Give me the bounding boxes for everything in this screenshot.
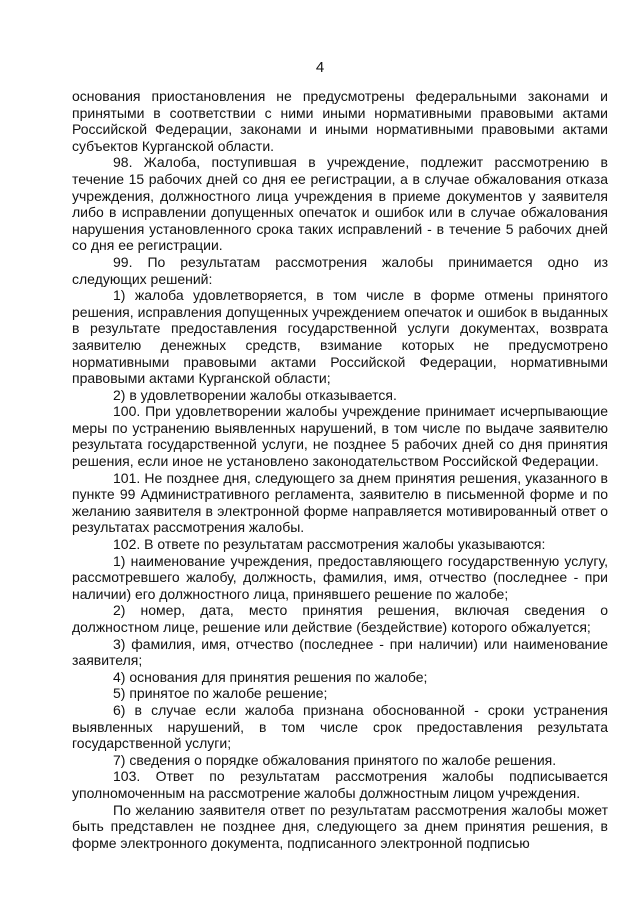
paragraph-101: 101. Не позднее дня, следующего за днем принятия решения, указанного в пункте 99 Административного регламента, заявителю в письменной форме и по желанию заявителя в электронной форме направляется мотивированный ответ о результатах рассмотрения жалобы. (72, 469, 608, 536)
paragraph-99-item-1: 1) жалоба удовлетворяется, в том числе в форме отмены принятого решения, исправления допущенных учреждением опечаток и ошибок в выданных в результате предоставления государственной услуги документах, возврата заявителю денежных средств, взимание которых не предусмотрено нормативными правовыми актами Российской Федерации, нормативными правовыми актами Курганской области; (72, 287, 608, 387)
page-number: 4 (315, 59, 325, 76)
paragraph-103: 103. Ответ по результатам рассмотрения жалобы подписывается уполномоченным на рассмотрение жалобы должностным лицом учреждения. (72, 768, 608, 801)
paragraph-102-item-3: 3) фамилия, имя, отчество (последнее - при наличии) или наименование заявителя; (72, 635, 608, 669)
paragraph-continuation: основания приостановления не предусмотрены федеральными законами и принятыми в соответствии с ними иными нормативными правовыми актами Российской Федерации, законами и иными нормативными правовыми актами субъектов Курганской области. (72, 88, 608, 154)
paragraph-99-item-2: 2) в удовлетворении жалобы отказывается. (113, 386, 397, 403)
paragraph-100: 100. При удовлетворении жалобы учреждение принимает исчерпывающие меры по устранению выявленных нарушений, в том числе по выдаче заявителю результата государственной услуги, не позднее 5 рабочих дней со дня принятия решения, если иное не установлено законодательством Российской Федерации. (72, 403, 608, 470)
paragraph-102-item-2: 2) номер, дата, место принятия решения, включая сведения о должностном лице, решение или действие (бездействие) которого обжалуется; (72, 602, 608, 635)
paragraph-102-item-1: 1) наименование учреждения, предоставляющего государственную услугу, рассмотревшего жалобу, должность, фамилия, имя, отчество (последнее - при наличии) его должностного лица, принявшего решение по жалобе; (72, 552, 608, 602)
paragraph-102-item-7: 7) сведения о порядке обжалования принятого по жалобе решения. (113, 751, 557, 768)
paragraph-102-item-6: 6) в случае если жалоба признана обоснованной - сроки устранения выявленных нарушений, в том числе срок предоставления результата государственной услуги; (72, 701, 608, 752)
document-body (72, 88, 608, 851)
paragraph-102: 102. В ответе по результатам рассмотрения жалобы указываются: (113, 536, 546, 553)
paragraph-102-item-5: 5) принятое по жалобе решение; (113, 685, 328, 702)
paragraph-98: 98. Жалоба, поступившая в учреждение, подлежит рассмотрению в течение 15 рабочих дней со дня ее регистрации, а в случае обжалования отказа учреждения, должностного лица учреждения в приеме документов у заявителя либо в исправлении допущенных опечаток и ошибок или в случае обжалования нарушения установленного срока таких исправлений - в течение 5 рабочих дней со дня ее регистрации. (72, 154, 608, 254)
paragraph-102-item-4: 4) основания для принятия решения по жалобе; (113, 668, 428, 685)
paragraph-103-electronic: По желанию заявителя ответ по результатам рассмотрения жалобы может быть представлен не позднее дня, следующего за днем принятия решения, в форме электронного документа, подписанного электронной подписью (72, 801, 608, 851)
paragraph-99: 99. По результатам рассмотрения жалобы принимается одно из следующих решений: (72, 253, 608, 287)
